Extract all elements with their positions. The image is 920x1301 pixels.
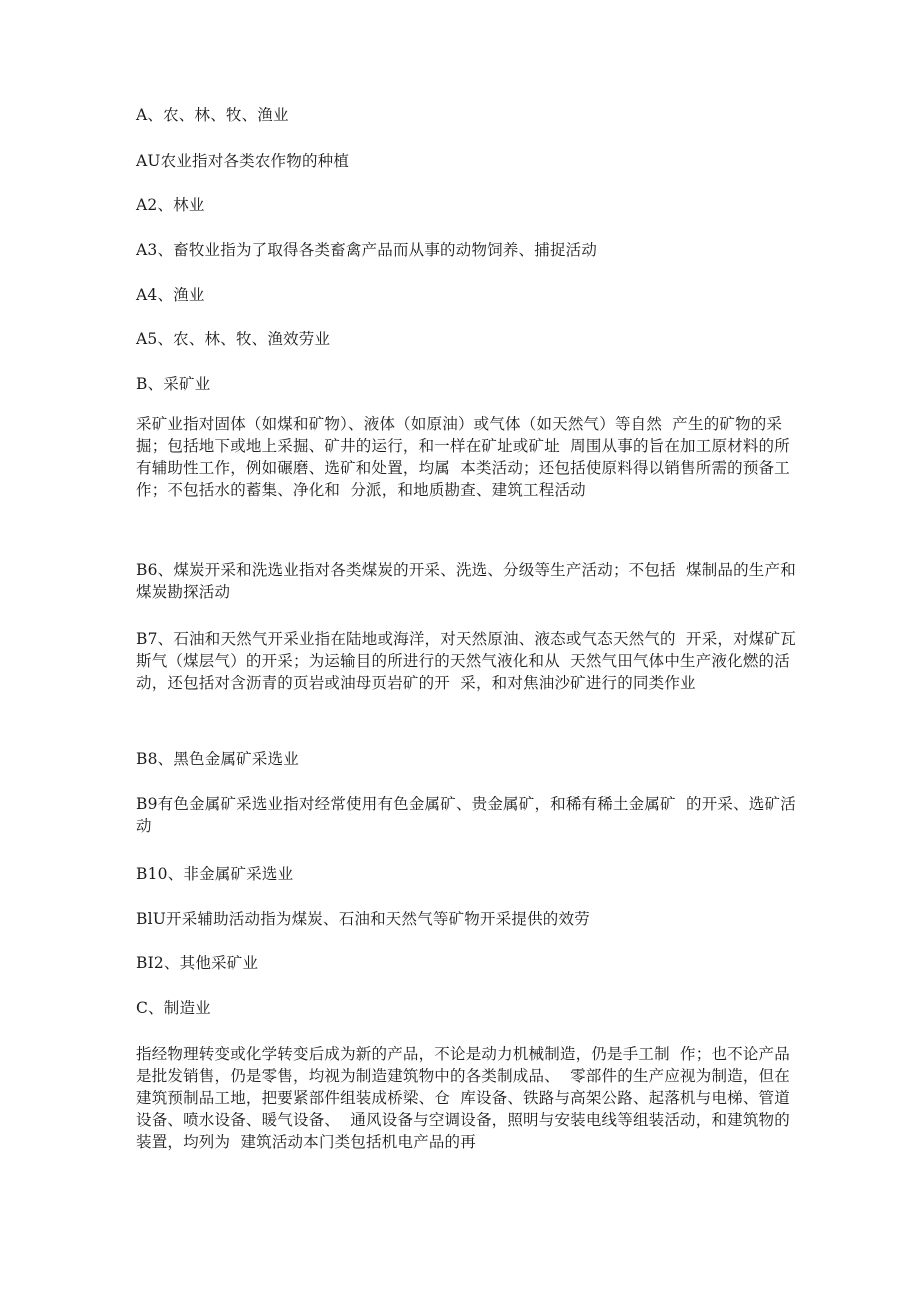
- item-b7-oil-gas: B7、石油和天然气开采业指在陆地或海洋，对天然原油、液态或气态天然气的 开采，对煤矿瓦斯气（煤层气）的开采；为运输目的所进行的天然气液化和从 天然气田气体中生产液化燃的活动，还包括对含沥青的页岩或油母页岩矿的开 采，和对焦油沙矿进行的同类作业: [136, 630, 796, 692]
- heading-c-manufacturing: C、制造业: [136, 999, 211, 1017]
- item-a4-fishery: A4、渔业: [136, 286, 205, 304]
- item-b10-nonmetal-minerals: B10、非金属矿采选业: [136, 865, 294, 883]
- heading-a-agriculture: A、农、林、牧、渔业: [136, 106, 289, 124]
- item-a1-agriculture: AU农业指对各类农作物的种植: [136, 152, 350, 170]
- item-a5-services: A5、农、林、牧、渔效劳业: [136, 330, 331, 348]
- item-b9-nonferrous-metals: B9有色金属矿采选业指对经常使用有色金属矿、贵金属矿，和稀有稀土金属矿 的开采、选矿活动: [136, 795, 796, 835]
- item-b6-coal: B6、煤炭开采和洗选业指对各类煤炭的开采、洗选、分级等生产活动；不包括 煤制品的生产和煤炭勘探活动: [136, 561, 796, 601]
- heading-b-mining: B、采矿业: [136, 375, 211, 393]
- paragraph-manufacturing-definition: 指经物理转变或化学转变后成为新的产品，不论是动力机械制造，仍是手工制 作；也不论产品是批发销售，仍是零售，均视为制造建筑物中的各类制成品、 零部件的生产应视为制造，但在建筑预制品工地，把要紧部件组装成桥梁、仓 库设备、铁路与高架公路、起落机与电梯、管道设备、喷水设备、暖气设备、 通风设备与空调设备，照明与安装电线等组装活动，和建筑物的装置，均列为 建筑活动本门类包括机电产品的再: [136, 1045, 790, 1151]
- item-b11-mining-auxiliary: BlU开采辅助活动指为煤炭、石油和天然气等矿物开采提供的效劳: [136, 910, 590, 928]
- item-a3-animal-husbandry: A3、畜牧业指为了取得各类畜禽产品而从事的动物饲养、捕捉活动: [136, 241, 598, 259]
- paragraph-mining-definition: 采矿业指对固体（如煤和矿物）、液体（如原油）或气体（如天然气）等自然 产生的矿物的采掘；包括地下或地上采掘、矿井的运行，和一样在矿址或矿址 周围从事的旨在加工原材料的所有辅助性工作，例如碾磨、选矿和处置，均属 本类活动；还包括使原料得以销售所需的预备工作；不包括水的蓄集、净化和 分派，和地质勘查、建筑工程活动: [136, 415, 790, 499]
- item-b12-other-mining: BI2、其他采矿业: [136, 954, 259, 972]
- item-a2-forestry: A2、林业: [136, 196, 205, 214]
- item-b8-ferrous-metals: B8、黑色金属矿采选业: [136, 750, 299, 768]
